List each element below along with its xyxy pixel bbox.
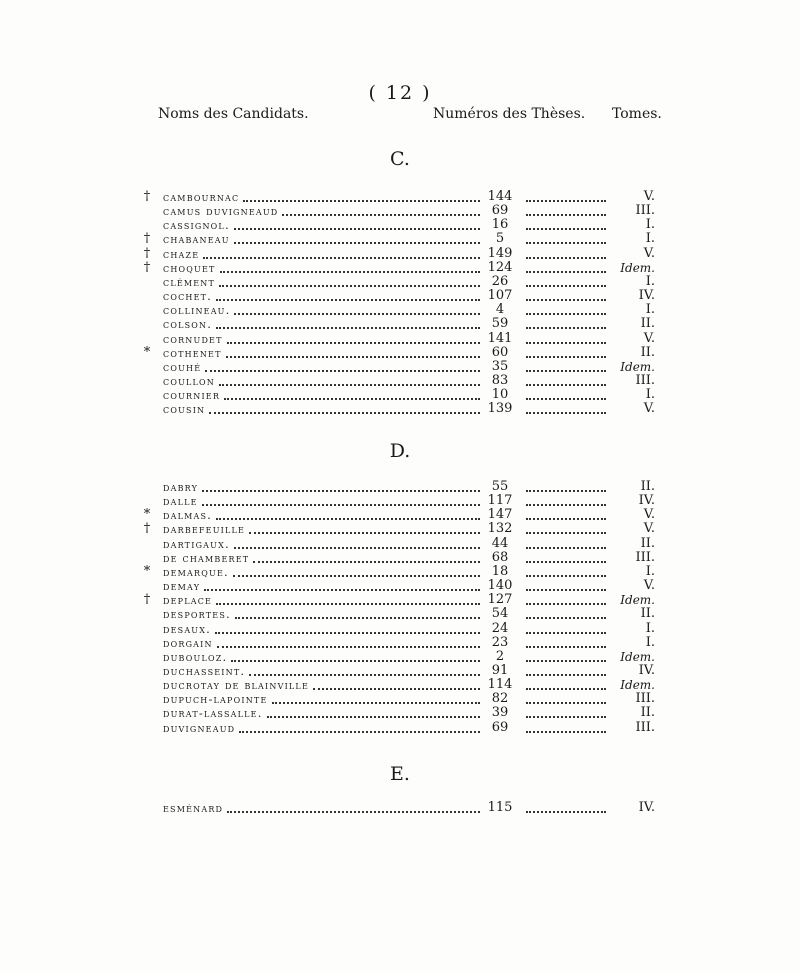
candidate-name: durat-lassalle.	[163, 706, 263, 721]
tome-number: II.	[640, 535, 655, 551]
candidate-name: de chamberet	[163, 550, 250, 565]
candidate-name: camus duvigneaud	[163, 204, 279, 219]
leader-dots	[227, 797, 480, 813]
thesis-number: 23	[491, 634, 509, 650]
tome-number: II.	[640, 705, 655, 721]
tome-number: V.	[643, 521, 655, 537]
thesis-number: 60	[491, 344, 509, 360]
tome-number: III.	[635, 719, 655, 735]
tome-number: IV.	[638, 800, 655, 815]
thesis-number: 132	[487, 521, 513, 537]
candidate-mark: *	[143, 344, 151, 360]
tome-number: III.	[635, 549, 655, 565]
candidate-mark: †	[143, 592, 151, 608]
section-letter: D.	[389, 440, 411, 462]
candidate-name: dorgain	[163, 635, 213, 650]
list-item	[140, 721, 660, 735]
leader-dots	[239, 717, 480, 733]
thesis-number: 69	[491, 203, 509, 219]
candidate-name: dabry	[163, 480, 199, 494]
tome-number: II.	[640, 344, 655, 360]
tome-number: I.	[645, 231, 655, 247]
candidate-name: colson.	[163, 317, 213, 332]
tome-number: Idem.	[620, 649, 655, 664]
thesis-number: 5	[495, 231, 505, 247]
tome-number: III.	[635, 203, 655, 219]
tome-number: II.	[640, 606, 655, 622]
tome-number: V.	[643, 578, 655, 594]
thesis-number: 91	[491, 662, 509, 678]
thesis-number: 140	[487, 578, 513, 594]
candidate-mark: †	[143, 521, 151, 537]
candidate-name: choquet	[163, 260, 216, 275]
tome-number: II.	[640, 479, 655, 494]
candidate-name: cousin	[163, 402, 206, 417]
tome-number: I.	[645, 563, 655, 579]
candidate-name: duvigneaud	[163, 720, 236, 735]
leader-dots	[526, 398, 606, 414]
candidate-name: ducrotay de blainville	[163, 678, 309, 693]
thesis-number: 82	[491, 691, 509, 707]
list-item	[140, 801, 660, 815]
tome-number: V.	[643, 330, 655, 346]
leader-dots	[526, 797, 606, 813]
candidate-name: desaux.	[163, 621, 212, 636]
thesis-number: 18	[491, 563, 509, 579]
candidate-name: chabaneau	[163, 232, 230, 247]
candidate-name: dupuch-lapointe	[163, 692, 268, 707]
tome-number: III.	[635, 372, 655, 388]
header-theses: Numéros des Thèses.	[433, 106, 586, 122]
candidate-name: darbefeuille	[163, 522, 246, 537]
thesis-number: 16	[491, 217, 509, 233]
candidate-name: esménard	[163, 801, 224, 815]
thesis-number: 124	[487, 259, 513, 275]
tome-number: Idem.	[620, 593, 655, 608]
candidate-name: chaze	[163, 246, 200, 261]
tome-number: V.	[643, 189, 655, 204]
list-item	[140, 402, 660, 416]
thesis-number: 55	[491, 479, 509, 494]
candidate-name: dartigaux.	[163, 536, 230, 551]
candidate-name: cothenet	[163, 345, 222, 360]
tome-number: V.	[643, 507, 655, 523]
tome-number: IV.	[638, 288, 655, 304]
candidate-name: deplace	[163, 593, 213, 608]
thesis-number: 114	[487, 677, 513, 693]
candidate-mark: †	[143, 189, 151, 204]
header-names: Noms des Candidats.	[158, 106, 309, 122]
thesis-number: 144	[487, 189, 513, 204]
tome-number: I.	[645, 302, 655, 318]
tome-number: II.	[640, 316, 655, 332]
thesis-number: 139	[487, 401, 513, 417]
section-letter: C.	[390, 148, 410, 170]
candidate-mark: †	[143, 231, 151, 247]
thesis-number: 4	[495, 302, 505, 318]
thesis-number: 83	[491, 372, 509, 388]
candidate-name: coullon	[163, 373, 216, 388]
thesis-number: 59	[491, 316, 509, 332]
candidate-name: dalmas.	[163, 508, 213, 523]
thesis-number: 44	[491, 535, 509, 551]
tome-number: IV.	[638, 493, 655, 509]
thesis-number: 149	[487, 245, 513, 261]
thesis-number: 54	[491, 606, 509, 622]
thesis-number: 24	[491, 620, 509, 636]
tome-number: I.	[645, 620, 655, 636]
candidate-mark: *	[143, 507, 151, 523]
candidate-name: duchasseint.	[163, 663, 246, 678]
candidate-mark: †	[143, 245, 151, 261]
tome-number: IV.	[638, 662, 655, 678]
tome-number: I.	[645, 217, 655, 233]
candidate-name: cochet.	[163, 289, 213, 304]
thesis-number: 127	[487, 592, 513, 608]
thesis-number: 68	[491, 549, 509, 565]
candidate-mark: *	[143, 563, 151, 579]
candidate-name: cambournac	[163, 190, 240, 204]
thesis-number: 141	[487, 330, 513, 346]
candidate-name: dubouloz.	[163, 649, 228, 664]
candidate-name: clément	[163, 274, 216, 289]
candidate-name: cornudet	[163, 331, 223, 346]
tome-number: V.	[643, 245, 655, 261]
header-tomes: Tomes.	[612, 106, 662, 122]
thesis-number: 39	[491, 705, 509, 721]
thesis-number: 2	[495, 648, 505, 664]
thesis-number: 117	[487, 493, 513, 509]
candidate-mark: †	[143, 259, 151, 275]
candidate-name: desportes.	[163, 607, 231, 622]
tome-number: I.	[645, 387, 655, 403]
section-letter: E.	[390, 763, 410, 785]
candidate-name: collineau.	[163, 303, 231, 318]
thesis-number: 35	[491, 358, 509, 374]
thesis-number: 26	[491, 273, 509, 289]
leader-dots	[209, 398, 480, 414]
thesis-number: 147	[487, 507, 513, 523]
tome-number: Idem.	[620, 678, 655, 693]
tome-number: I.	[645, 634, 655, 650]
candidate-name: dalle	[163, 494, 198, 509]
candidate-name: cournier	[163, 388, 221, 403]
candidate-name: couhé	[163, 359, 202, 374]
tome-number: III.	[635, 691, 655, 707]
thesis-number: 115	[487, 800, 513, 815]
thesis-number: 69	[491, 719, 509, 735]
candidate-name: cassignol.	[163, 218, 230, 233]
tome-number: V.	[643, 401, 655, 417]
candidate-name: demarque.	[163, 564, 229, 579]
tome-number: Idem.	[620, 260, 655, 275]
thesis-number: 107	[487, 288, 513, 304]
leader-dots	[526, 717, 606, 733]
tome-number: Idem.	[620, 359, 655, 374]
page-number: ( 12 )	[368, 82, 432, 104]
thesis-number: 10	[491, 387, 509, 403]
candidate-name: demay	[163, 579, 201, 594]
tome-number: I.	[645, 273, 655, 289]
